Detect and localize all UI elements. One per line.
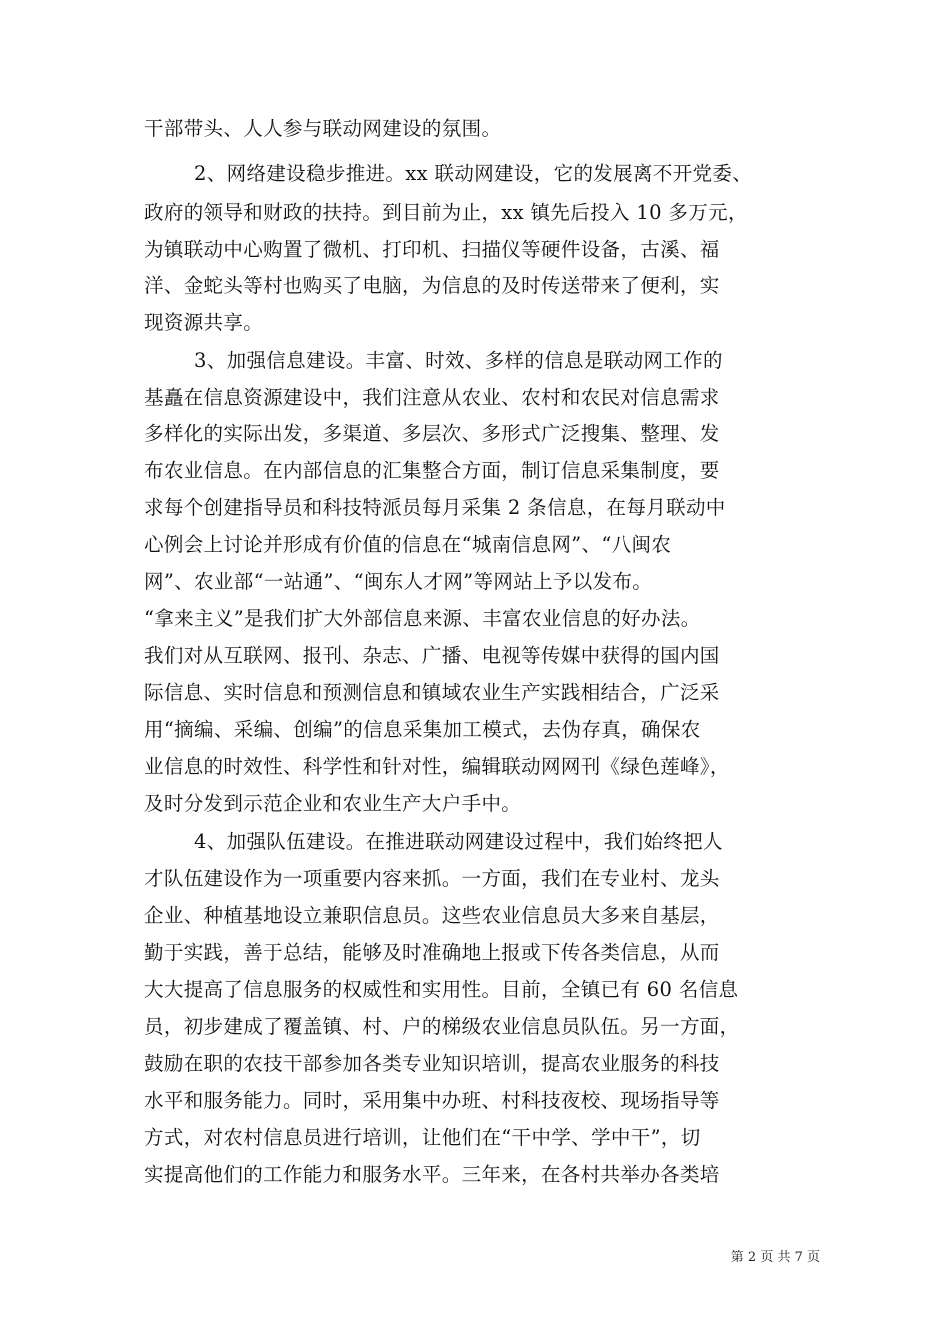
body-line: 我们对从互联网、报刊、杂志、广播、电视等传媒中获得的国内国 (144, 644, 720, 667)
page-number: 第 2 页 共 7 页 (730, 1250, 820, 1265)
paragraph-2-start: 2、网络建设稳步推进。xx 联动网建设，它的发展离不开党委、 (194, 162, 753, 185)
body-line: 多样化的实际出发，多渠道、多层次、多形式广泛搜集、整理、发 (144, 422, 720, 445)
body-line: 洋、金蛇头等村也购买了电脑，为信息的及时传送带来了便利，实 (144, 274, 720, 297)
body-line: 为镇联动中心购置了微机、打印机、扫描仪等硬件设备，古溪、福 (144, 238, 720, 261)
body-line: 心例会上讨论并形成有价值的信息在“城南信息网”、“八闽农 (144, 533, 672, 556)
body-line: 员，初步建成了覆盖镇、村、户的梯级农业信息员队伍。另一方面， (144, 1015, 740, 1038)
body-line: 方式，对农村信息员进行培训，让他们在“干中学、学中干”，切 (144, 1126, 701, 1149)
body-line: 干部带头、人人参与联动网建设的氛围。 (144, 117, 502, 140)
body-line: 业信息的时效性、科学性和针对性，编辑联动网网刊《绿色莲峰》， (144, 755, 730, 778)
body-line: 勤于实践，善于总结，能够及时准确地上报或下传各类信息，从而 (144, 941, 720, 964)
body-line: 实提高他们的工作能力和服务水平。三年来，在各村共举办各类培 (144, 1163, 720, 1186)
body-line: 际信息、实时信息和预测信息和镇域农业生产实践相结合，广泛采 (144, 681, 720, 704)
paragraph-3-start: 3、加强信息建设。丰富、时效、多样的信息是联动网工作的 (194, 349, 723, 372)
body-line: 大大提高了信息服务的权威性和实用性。目前，全镇已有 60 名信息 (144, 978, 739, 1001)
body-line: 鼓励在职的农技干部参加各类专业知识培训，提高农业服务的科技 (144, 1052, 720, 1075)
body-line: 网”、农业部“一站通”、“闽东人才网”等网站上予以发布。 (144, 570, 653, 593)
paragraph-4-start: 4、加强队伍建设。在推进联动网建设过程中，我们始终把人 (194, 830, 723, 853)
body-line: 求每个创建指导员和科技特派员每月采集 2 条信息，在每月联动中 (144, 496, 726, 519)
body-line: 才队伍建设作为一项重要内容来抓。一方面，我们在专业村、龙头 (144, 867, 720, 890)
body-line: 水平和服务能力。同时，采用集中办班、村科技夜校、现场指导等 (144, 1089, 720, 1112)
body-line: 用“摘编、采编、创编”的信息采集加工模式，去伪存真，确保农 (144, 718, 701, 741)
body-line: 及时分发到示范企业和农业生产大户手中。 (144, 792, 522, 815)
body-line: 企业、种植基地设立兼职信息员。这些农业信息员大多来自基层， (144, 904, 720, 927)
body-line: 现资源共享。 (144, 311, 264, 334)
body-line: “拿来主义”是我们扩大外部信息来源、丰富农业信息的好办法。 (144, 607, 701, 630)
body-line: 基矗在信息资源建设中，我们注意从农业、农村和农民对信息需求 (144, 386, 720, 409)
body-line: 政府的领导和财政的扶持。到目前为止，xx 镇先后投入 10 多万元， (144, 201, 748, 224)
body-line: 布农业信息。在内部信息的汇集整合方面，制订信息采集制度，要 (144, 459, 720, 482)
